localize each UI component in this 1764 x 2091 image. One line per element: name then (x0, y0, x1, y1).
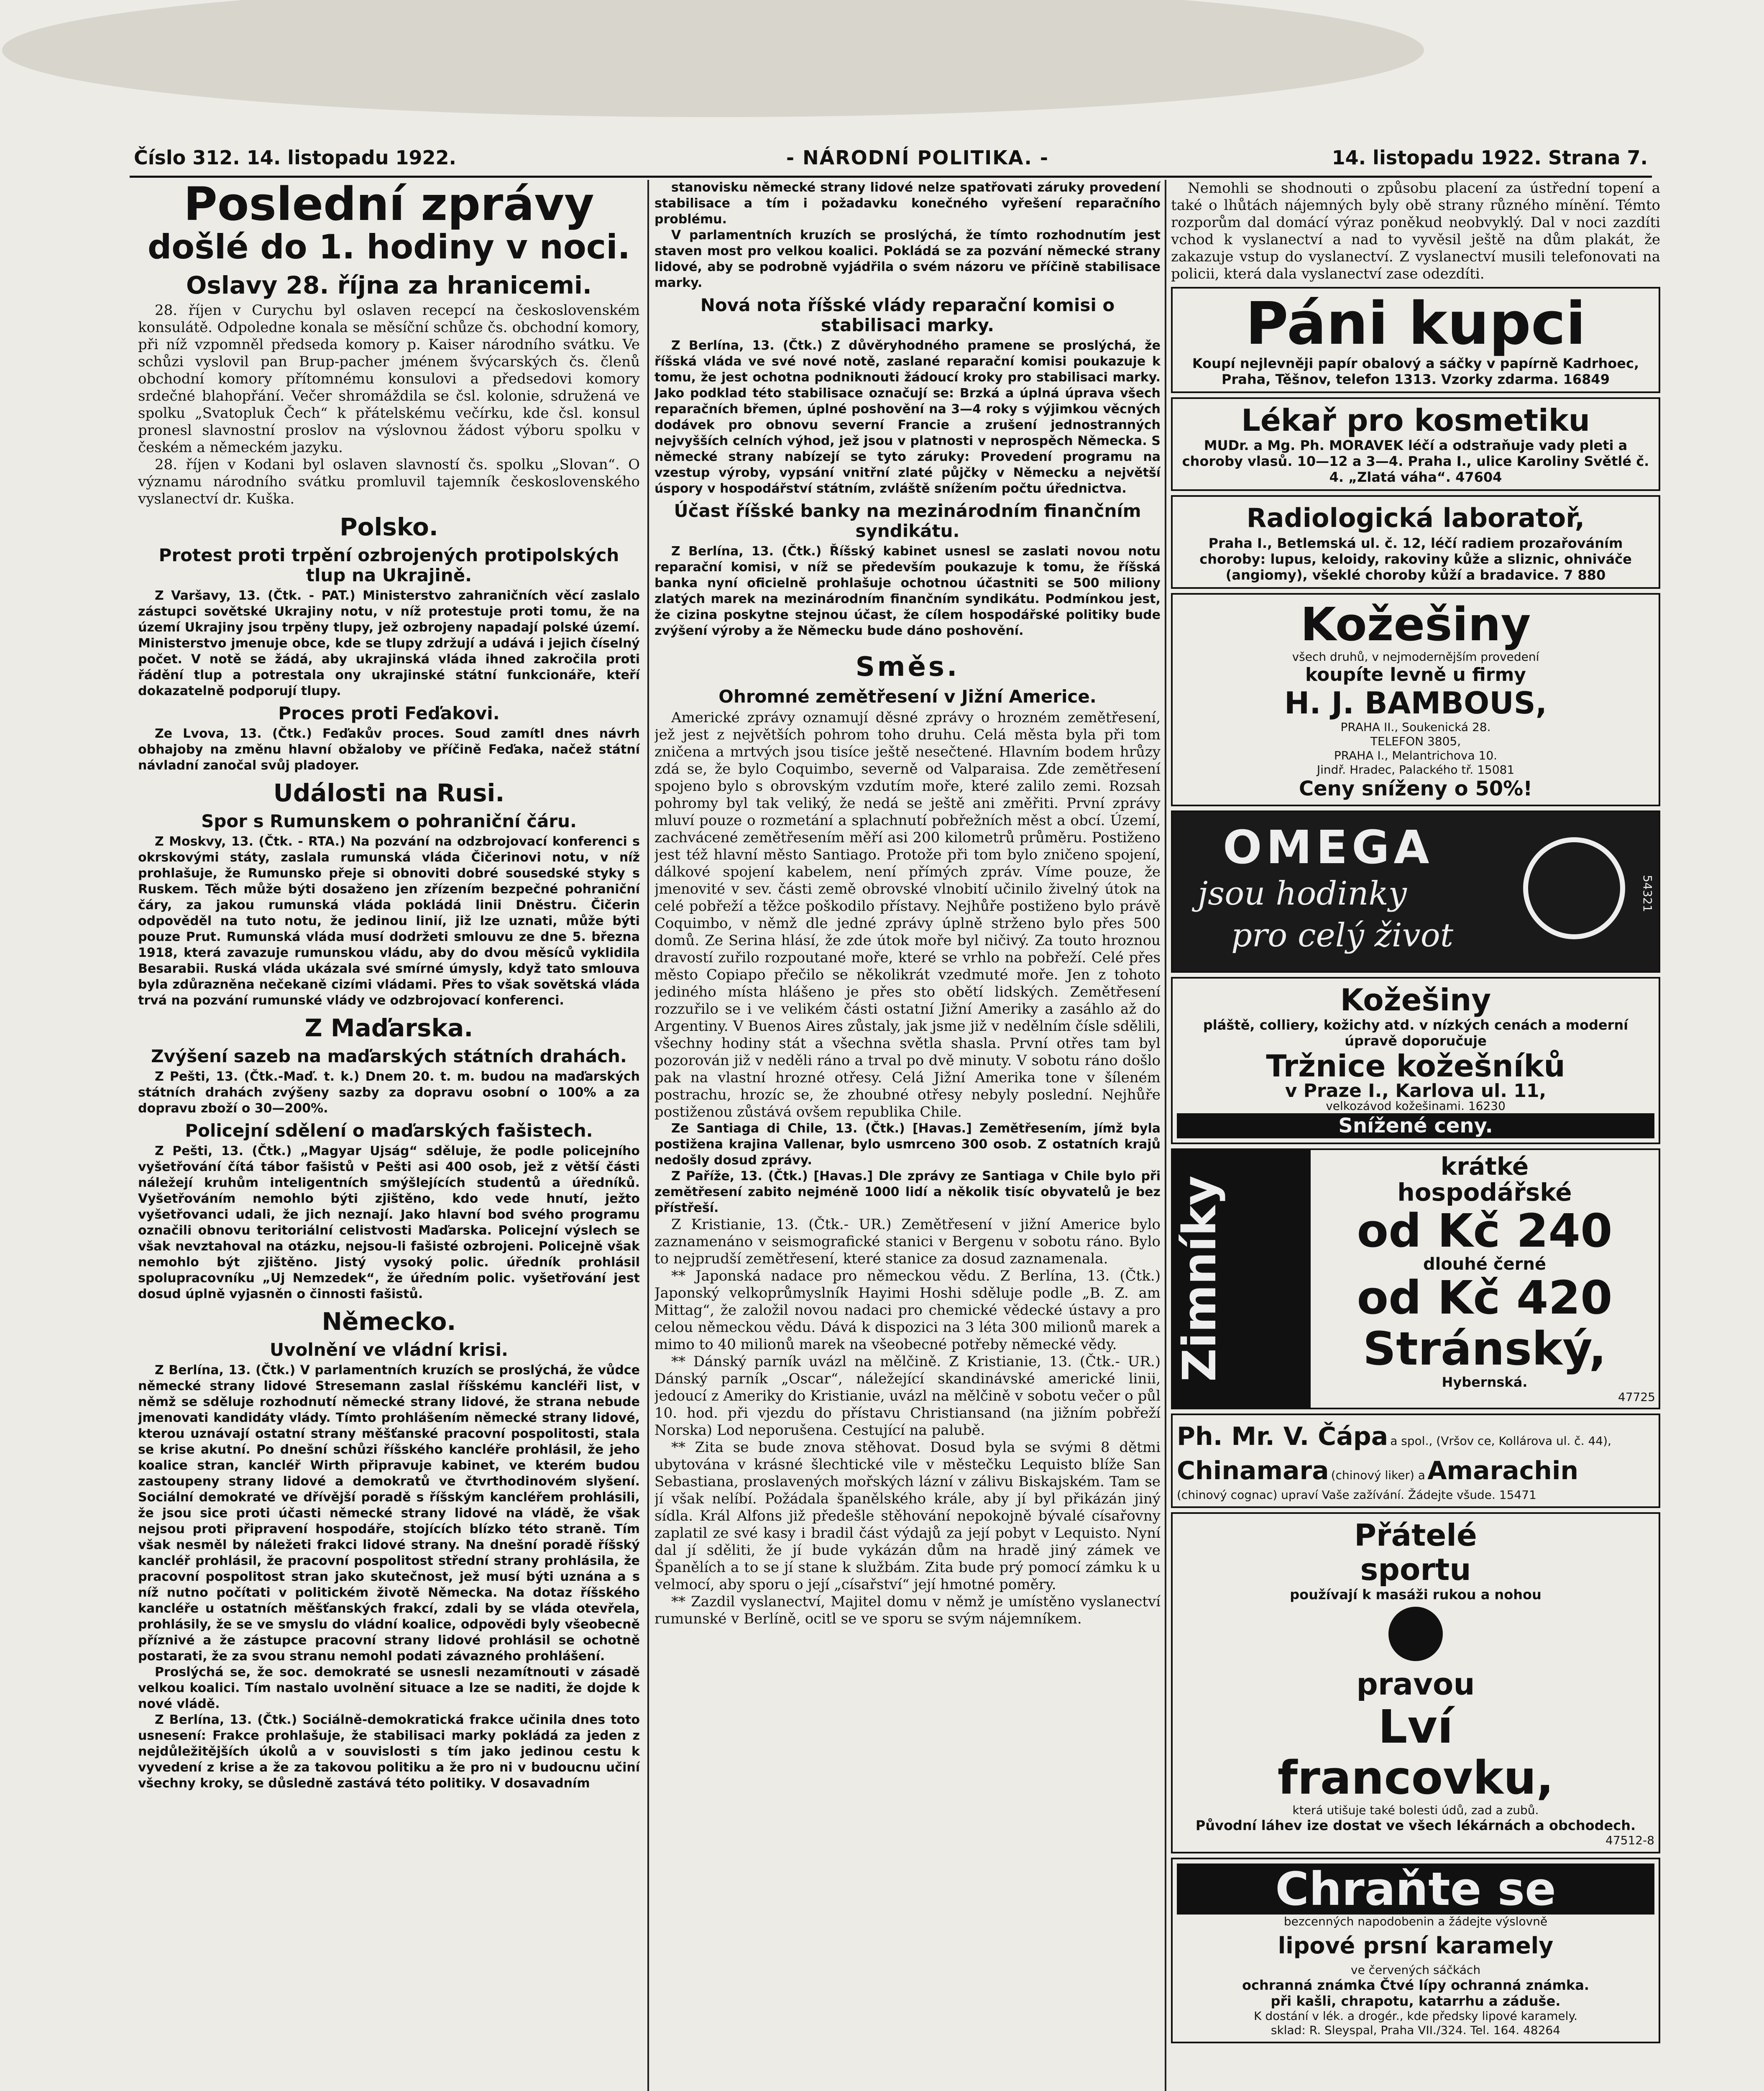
ad-text: Praha I., Betlemská ul. č. 12, léčí radiem prozařováním choroby: lupus, keloidy, rakoviny kůže a sliznic, ohniváče (angiomy), všeklé choroby kůží a bradavice. 7 880 (1199, 535, 1632, 583)
article-paragraph: 28. říjen v Curychu byl oslaven recepcí na československém konsulátě. Odpoledne konala se měsíční schůze čs. obchodní komory, při níž vzpomněl předseda komory p. Kaiser národního svátku. Ve schůzi vyslovil pan Brup-pacher jménem švýcarských čs. členů obchodní komory přítomnému konsulovi a předsedovi komory srdečné blahopřání. Večer shromáždila se čsl. kolonie, sdružená ve spolku „Svatopluk Čech“ k přátelskému večírku, kde čsl. konsul pronesl slavnostní proslov na výslovnou žádost výboru spolku v českém a německém jazyku. (138, 302, 640, 456)
ad-product: Amarachin (1427, 1456, 1579, 1485)
ad-brand: Lví (1378, 1700, 1453, 1754)
column-3 (1171, 180, 1660, 2091)
main-subheadline: došlé do 1. hodiny v noci. (147, 228, 631, 266)
ad-title: Přátelé (1354, 1518, 1477, 1553)
ad-title: Kožešiny (1340, 982, 1491, 1017)
article-paragraph: Z Berlína, 13. (Čtk.) V parlamentních kruzích se proslýchá, že vůdce německé strany lidové Stresemann zaslal říšskému kancléři list, v němž se sděluje rozhodnutí německé strany lidové, že strana nebude jmenovati kandidáty vlády. Tímto prohlášením německé strany lidové, kterou uznávají ostatní strany měšťanské pracovní pospolitosti, stala se krise akutní. Po dnešní schůzi říšského kancléře prohlásil, že jeho koalice stran, kancléř Wirth připravuje kabinet, ve kterém budou zastoupeny strany lidové a demokratů ve čtvrthodinovém slyšení. Sociální demokraté ve dřívější poradě s říšským kancléřem prohlásili, že jsou sice proti účasti německé strany lidové na vládě, že však nejsou proti připravení hospodáře, stojících blízko této straně. Tím však nesměl by náležeti frakci lidové strany. Na dnešní poradě říšský kancléř prohlásil, že pracovní pospolitost střední strany prohlásila, že pracovní pospolitost stran jako skutečnost, jež musí býti uznána a s níž nutno počítati v politickém životě Německa. Na dotaz říšského kancléře u ostatních měšťanských frakcí, zdali by se vláda otevřela, prohlásily, že se ve smyslu do vládní koalice, odpovědi byly všeobecně příznivé a že zástupce pracovní strany lidové prohlásil se ochotně postarati, že za svou stranu nemohl podati závazného prohlášení. (138, 1363, 640, 1664)
section-title: Účast říšské banky na mezinárodním finančním syndikátu. (674, 501, 1141, 541)
ad-code: 54321 (1641, 875, 1654, 913)
ad-kozesiny-bambous (1171, 593, 1660, 806)
miscellany-heading: Směs. (855, 652, 960, 683)
ad-address: v Praze I., Karlova ul. 11, (1285, 1080, 1547, 1102)
ad-line: dlouhé černé (1423, 1255, 1546, 1274)
article-paragraph: Z Berlína, 13. (Čtk.) Z důvěryhodného pramene se proslýchá, že říšská vláda ve své nové notě, zaslané reparační komisi poukazuje k tomu, že jest ochotna podniknouti žádoucí kroky pro stabilisaci marky. Jako podklad této stabilisace označují se: Brzká a úplná úprava všech reparačních břemen, úplné poshovění na 3—4 roky s výjimkou věcných dodávek pro obnovu severní Francie a zrušení jednostranných nejvyšších celních výhod, jež jsou v platnosti v neprospěch Německa. S německé strany nabízejí se tyto záruky: Provedení programu na vzestup výroby, vypsání vnitřní zlaté půjčky v Německu a největší úspory v hospodářství státním, zvláště snížením počtu úřednictva. (654, 338, 1161, 496)
page-info: 14. listopadu 1922. Strana 7. (1332, 146, 1648, 169)
news-item: ** Japonská nadace pro německou vědu. Z Berlína, 13. (Čtk.) Japonský velkoprůmyslník Hayimi Hoshi sděluje podle „B. Z. am Mittag“, že založil novou nadaci pro chemické vědecké ústavy a pro celou německou vědu. Dává k dispozici na 3 léta 300 milionů marek a mimo to 40 milionů marek na všeobecné potřeby německé vědy. (654, 1268, 1161, 1353)
ad-lekar-kosmetika (1171, 397, 1660, 491)
ad-title: Radiologická laboratoř, (1246, 503, 1585, 533)
ad-address: PRAHA I., Melantrichova 10. (1334, 749, 1498, 762)
column-divider (1165, 180, 1166, 2091)
section-subtitle: Zvýšení sazeb na maďarských státních drahách. (151, 1046, 627, 1066)
ad-prices: Ceny sníženy o 50%! (1299, 777, 1533, 800)
article-paragraph: Nemohli se shodnouti o způsobu placení za ústřední topení a také o lhůtách nájemných byly obě strany různého mínění. Témto rozporům dal domácí výraz poněkud neobvyklý. Dal v noci zazdíti vchod k vyslanectví a nad to vyvěsil ještě na dům plakát, že zakazuje vstup do vyslanectví. Z vyslanectví musili telefonovati na policii, která dala vyslanectví zase odezdíti. (1171, 180, 1660, 282)
ad-text: (chinový cognac) upraví Vaše zažívání. Žádejte všude. 15471 (1177, 1488, 1536, 1502)
ad-pani-kupci (1171, 287, 1660, 393)
ad-brand: OMEGA (1223, 821, 1434, 874)
paper-stain (2, 0, 1424, 117)
ad-text: K dostání v lék. a drogér., kde předsky lipové karamely. (1254, 2009, 1577, 2023)
ad-brand: francovku, (1277, 1751, 1554, 1805)
ad-text: při kašli, chrapotu, katarrhu a záduše. (1271, 1993, 1561, 2009)
article-paragraph: stanovisku německé strany lidové nelze spatřovati záruky provedení stabilisace a tím i požadavku konečného vyřešení reparačního problému. (654, 180, 1161, 227)
section-subtitle: Protest proti trpění ozbrojených protipolských tlup na Ukrajině. (159, 545, 619, 585)
ad-side-title: Zimníky (1173, 1150, 1311, 1408)
section-subtitle: Proces proti Feďakovi. (278, 703, 500, 723)
section-title: Oslavy 28. října za hranicemi. (186, 271, 592, 299)
ad-code: 47512-8 (1605, 1833, 1654, 1847)
article-paragraph: Z Varšavy, 13. (Čtk. - PAT.) Ministerstvo zahraničních věcí zaslalo zástupci sovětské Ukrajiny notu, v níž protestuje proti tomu, že na území Ukrajiny jsou trpěny tlupy, jež ozbrojeny napadají polské území. Ministerstvo jmenuje obce, kde se tlupy zdržují a udává i jejich číselný počet. V notě se žádá, aby ukrajinská vláda ihned zakročila proti řádění tlup a potrestala ony ukrajinské státní funkcionáře, kteří dokazatelně podporují tlupy. (138, 588, 640, 698)
ad-name: Tržnice kožešníků (1266, 1048, 1565, 1084)
ad-address: PRAHA II., Soukenická 28. (1340, 720, 1491, 734)
news-item: ** Zita se bude znova stěhovat. Dosud byla se svými 8 dětmi ubytována v krásné šlechtické vile v městečku Lequisto blíže San Sebastiana, proslavených mořských lázní v zálivu Biskajském. Tam se jí však nelíbí. Požádala španělského krále, aby jí byl přikázán jiný sídla. Král Alfons již předešle stěhování nepokojně bývalé císařovny zaplatil ze své kasy i bradil část výdajů za její pobyt v Lequisto. Nyní dal jí sděliti, že jí bude vykázán dům na hradě jiný zámek ve Španělích a to se jí stane k službám. Zita bude prý pomocí zámku k u velmocí, aby sporu o její „císařství“ její hmotné poměry. (654, 1439, 1161, 1593)
pocket-watch-icon (1523, 837, 1625, 939)
football-icon (1388, 1607, 1443, 1661)
ad-text: Koupí nejlevněji papír obalový a sáčky v papírně Kadrhoec, Praha, Těšnov, telefon 1313. Vzorky zdarma. 16849 (1192, 355, 1639, 387)
article-paragraph: Z Berlína, 13. (Čtk.) Sociálně-demokratická frakce učinila dnes toto usnesení: Frakce prohlašuje, že stabilisaci marky pokládá za jeden z nejdůležitějších úkolů a v souvislosti s tím jako jedinou cestu k vyvedení z krise a že za takovou politiku a že pro ni v budoucnu učiní všechny kroky, se důsledně zastává této politiky. V dosavadním (138, 1713, 640, 1791)
ad-text: bezcenných napodobenin a žádejte výslovně (1283, 1915, 1548, 1928)
ad-omega (1171, 810, 1660, 973)
column-divider (647, 180, 649, 2091)
article-paragraph: 28. říjen v Kodani byl oslaven slavností čs. spolku „Slovan“. O významu národního svátku promluvil tajemník československého vyslanectví dr. Kuška. (138, 456, 640, 507)
ad-price: od Kč 420 (1357, 1271, 1613, 1324)
ad-title: Lékař pro kosmetiku (1241, 403, 1590, 438)
article-paragraph: Americké zprávy oznamují děsné zprávy o hrozném zemětřesení, jež jest z největších pohrom toho druhu. Celá města byla při tom zničena a mrtvých jsou tisíce ještě nesečtené. Hlavním bodem hrůzy zdá se, že bylo Coquimbo, severně od Valparaisa. Zde zemětřesení spojeno bylo s obrovským vzdutím moře, které zalilo zemi. Rozsah pohromy byl tak veliký, že nedá se ještě ani změřiti. První zprávy mluví pouze o rozmetání a splachnutí pobřežních měst a obcí. Území, zachvácené zemětřesením měří asi 200 kilometrů průměru. Postiženo jest též hlavní město Santiago. Protože při tom bylo zničeno spojení, dálkové spojení kabelem, není přímých zpráv. Víme pouze, že jmenovité v sev. části země obrovské vlnobití učinilo živelný útok na celé pobřeží a těžce poškodilo přístavy. Nejhůře postiženo bylo právě Coquimbo, v němž dle jedné zprávy úplně strženo bylo přes 500 domů. Ze Serina hlásí, že zde útok moře byl ničivý. Za touto hroznou dravostí zuřilo rozpoutané moře, které se vrhlo na pobřeží. Celé přes město Copiapo přečilo se několikrát vzedmuté moře. Jen z tohoto jediného místa hlášeno je přes sto obětí lidských. Zemětřesení rozzuřilo se i ve velikém části ostatní Jižní Ameriky a zasáhlo až do Argentiny. V Buenos Aires zůstaly, jak jsme již v nedělním čísle sdělili, všechny hodiny stát a všechna světla shasla. První otřes tam byl pozorován již v neděli ráno a trval po dvě minuty. V sobotu ráno došlo pak na vlastní hrozné otřesy. Celá Jižní Amerika tone v šíleném postrachu, hrozíc se, že zhoubné otřesy nebyly poslední. Nejhůře postiženou zůstává ovšem republika Chile. (654, 709, 1161, 1120)
ad-radiologie (1171, 495, 1660, 589)
article-paragraph: Z Pešti, 13. (Čtk.-Maď. t. k.) Dnem 20. t. m. budou na maďarských státních drahách zvýšeny sazby za dopravu osobní o 100% a za dopravu zboží o 30—200%. (138, 1069, 640, 1116)
ad-address: Jindř. Hradec, Palackého tř. 15081 (1317, 763, 1515, 777)
section-title: Německo. (322, 1307, 456, 1336)
ad-phone: TELEFON 3805, (1370, 734, 1461, 748)
article-paragraph: Ze Lvova, 13. (Čtk.) Feďakův proces. Soud zamítl dnes návrh obhajoby na změnu hlavní obžaloby ve příčině Feďaka, načež státní návladní zanočal svůj pladoyer. (138, 726, 640, 773)
ad-text: ochranná známka Čtvé lípy ochranná známka. (1242, 1977, 1589, 1993)
ad-lvi-francovka (1171, 1512, 1660, 1853)
news-item: ** Dánský parník uvázl na mělčině. Z Kristianie, 13. (Čtk.- UR.) Dánský parník „Oscar“, náležející skandinávské americké linii, jedoucí z Ameriky do Kristianie, uvázl na mělčině v sobotu večer o půl 10. hod. při vjezdu do přístavu Christiansand (na jižním pobřeží Norska) Lod neporušena. Cestující na palubě. (654, 1353, 1161, 1439)
news-item: ** Zazdil vyslanectví, Majitel domu v němž je umístěno vyslanectví rumunské v Berlíně, ocitl se ve sporu se svým nájemníkem. (654, 1593, 1161, 1627)
ad-name: Stránský, (1363, 1322, 1607, 1375)
ad-text: sklad: R. Sleyspal, Praha VII./324. Tel. 164. 48264 (1271, 2023, 1561, 2037)
ad-text: pláště, colliery, kožichy atd. v nízkých cenách a moderní úpravě doporučuje (1203, 1017, 1629, 1049)
column-2 (654, 180, 1161, 2091)
column-1 (138, 180, 640, 2091)
ad-text: ve červených sáčkách (1350, 1963, 1481, 1977)
ad-slogan: jsou hodinky (1198, 875, 1407, 913)
ad-code: 47725 (1618, 1390, 1655, 1404)
issue-info: Číslo 312. 14. listopadu 1922. (134, 146, 456, 169)
ad-product: lipové prsní karamely (1278, 1933, 1554, 1959)
article-paragraph: V parlamentních kruzích se proslýchá, že tímto rozhodnutím jest staven most pro velkou koalici. Pokládá se za pozvání německé strany lidové, aby se podrobně vyjádřila o svém názoru ve příčině stabilisace marky. (654, 228, 1161, 290)
ad-title: Páni kupci (1245, 290, 1586, 358)
ad-trznice-kozesniku (1171, 977, 1660, 1144)
section-title: Nová nota říšské vlády reparační komisi o stabilisaci marky. (700, 295, 1115, 335)
ad-title: sportu (1360, 1552, 1471, 1587)
ad-text: a spol., (Vršov ce, Kollárova ul. č. 44), (1390, 1434, 1611, 1448)
ad-line: hospodářské (1397, 1178, 1572, 1207)
ad-text: koupíte levně u firmy (1305, 664, 1526, 685)
ad-text: všech druhů, v nejmodernějším provedení (1292, 650, 1539, 664)
section-title: Ohromné zemětřesení v Jižní Americe. (718, 686, 1097, 707)
article-paragraph: Z Pešti, 13. (Čtk.) „Magyar Ujság“ sděluje, že podle policejního vyšetřování čítá tábor fašistů v Pešti asi 400 osob, jež z větší části náležejí kruhům inteligentních smýšlejících studentů a úředníků. Vyšetřováním nemohlo býti zjištěno, kdo vede hnutí, ježto vyšetřovanci udali, že jich neznají. Jako hlavní bod svého programu označili obnovu teritoriální celistvosti Maďarska. Policejní výslech se však nevztahoval na otázku, nejsou-li fašisté ozbrojeni. Policejně však nemohlo být zjištěno. Jistý vysoký polic. úředník prohlásil spolupracovníku „Uj Nemzedek“, že úředním polic. vyšetřování jest dosud úplně vyjasněn o činnosti fašistů. (138, 1144, 640, 1301)
ad-slogan: pro celý život (1231, 917, 1454, 954)
newspaper-title: - NÁRODNÍ POLITIKA. - (786, 146, 1049, 169)
ad-text: používají k masáži rukou a nohou (1290, 1587, 1542, 1603)
ad-text: Původní láhev ize dostat ve všech lékárnách a obchodech. (1195, 1817, 1636, 1833)
masthead-rule (130, 176, 1652, 178)
ad-title: Chraňte se (1177, 1863, 1654, 1915)
ad-price: Snížené ceny. (1177, 1113, 1654, 1138)
masthead (125, 142, 1648, 176)
ad-title: Kožešiny (1300, 598, 1531, 651)
article-paragraph: Z Paříže, 13. (Čtk.) [Havas.] Dle zprávy ze Santiaga v Chile bylo při zemětřesení zabito nejméně 1000 lidí a několik tisíc obyvatelů je bez přístřeší. (654, 1169, 1161, 1215)
ad-address: Hybernská. (1442, 1374, 1528, 1390)
ad-title: Ph. Mr. V. Čápa (1177, 1422, 1388, 1451)
ad-text: pravou (1356, 1667, 1475, 1702)
ad-line: krátké (1440, 1152, 1529, 1181)
section-subtitle: Policejní sdělení o maďarských fašistech. (185, 1120, 593, 1141)
article-paragraph: Z Kristianie, 13. (Čtk.- UR.) Zemětřesení v jižní Americe bylo zaznamenáno v seismografické stanici v Bergenu v sobotu ráno. Bylo to nejprudší zemětřesení, které stanice za dosud zaznamenala. (654, 1216, 1161, 1267)
ad-text: velkozávod kožešinami. 16230 (1326, 1099, 1506, 1113)
section-subtitle: Uvolnění ve vládní krisi. (269, 1339, 508, 1360)
ad-text: (chinový liker) a (1331, 1468, 1425, 1482)
ad-product: Chinamara (1177, 1456, 1329, 1485)
ad-zimniky (1171, 1148, 1660, 1409)
section-subtitle: Spor s Rumunskem o pohraniční čáru. (201, 811, 577, 831)
article-paragraph: Z Moskvy, 13. (Čtk. - RTA.) Na pozvání na odzbrojovací konferenci s okrskovými státy, zaslala rumunská vláda Čičerinovi notu, v níž prohlašuje, že Rumunsko přeje si obnoviti dobré sousedské styky s Ruskem. Těch může býti dosaženo jen zřízením bezpečné pohraniční čáry, za jakou rumunská vláda pokládá linii Dněstru. Čičerin odpověděl na tuto notu, že jedinou linií, již lze uznati, může býti pouze Prut. Rumunská vláda musí dodržeti smlouvu ze dne 5. března 1918, která zavazuje rumunskou vládu, aby do dvou měsíců vyklidila Besarabii. Ruská vláda ukázala své smírné úmysly, když tato smlouva byla zdůrazněna nečekaně cizími vládami. Přes to však sovětská vláda trvá na pozvání rumunské vlády ve odzbrojovací konferenci. (138, 834, 640, 1008)
section-title: Události na Rusi. (273, 779, 505, 807)
ad-firm: H. J. BAMBOUS, (1284, 685, 1547, 721)
section-title: Z Maďarska. (304, 1014, 473, 1042)
article-paragraph: Ze Santiaga di Chile, 13. (Čtk.) [Havas.] Zemětřesením, jímž byla postižena krajina Vallenar, bylo usmrceno 300 osob. Z ostatních krajů nedošly dosud zprávy. (654, 1121, 1161, 1168)
section-title: Polsko. (340, 513, 438, 541)
main-headline: Poslední zprávy (184, 180, 594, 231)
article-paragraph: Proslýchá se, že soc. demokraté se usnesli nezamítnouti v zásadě velkou koalici. Tím nastalo uvolnění situace a lze se naditi, že dojde k nové vládě. (138, 1665, 640, 1711)
ad-capa (1171, 1414, 1660, 1508)
article-paragraph: Z Berlína, 13. (Čtk.) Říšský kabinet usnesl se zaslati novou notu reparační komisi, v níž se především poukazuje k tomu, že říšská banka nyní oficielně prohlašuje ochotnou účastniti se 500 miliony zlatých marek na mezinárodním finančním syndikátu. Podmínkou jest, že cizina poskytne stejnou účast, že cílem hospodářské politiky bude zvýšení výroby a že Německu bude dáno poshovění. (654, 544, 1161, 638)
ad-text: která utišuje také bolesti údů, zad a zubů. (1292, 1803, 1539, 1817)
ad-lipove-karamely (1171, 1858, 1660, 2043)
ad-price: od Kč 240 (1357, 1204, 1613, 1258)
ad-text: MUDr. a Mg. Ph. MORAVEK léčí a odstraňuje vady pleti a choroby vlasů. 10—12 a 3—4. Praha I., ulice Karoliny Světlé č. 4. „Zlatá váha“. 47604 (1182, 437, 1649, 485)
